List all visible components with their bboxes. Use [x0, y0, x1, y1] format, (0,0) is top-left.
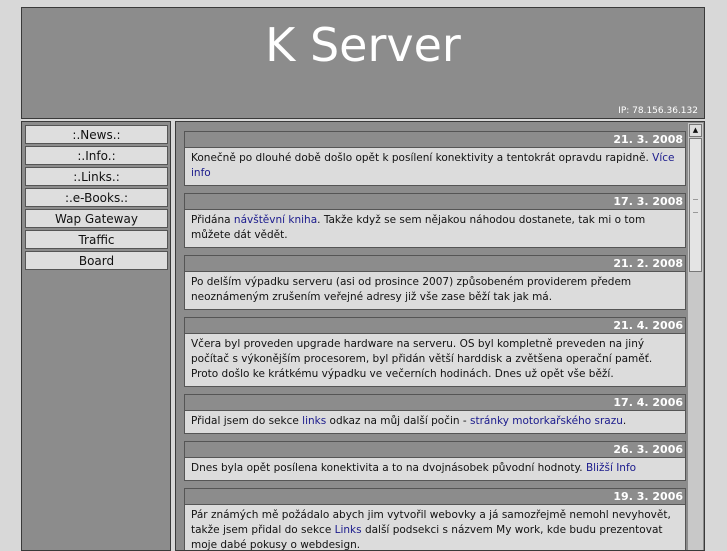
- news-text: .: [622, 415, 627, 427]
- news-link-links[interactable]: links: [302, 415, 327, 427]
- news-date: 17. 4. 2006: [184, 394, 686, 410]
- news-list: [184, 131, 686, 551]
- news-text: Včera byl proveden upgrade hardware na serveru. OS byl kompletně preveden na jiný počítač s výkonějším procesorem, byl přidán větší harddisk a zvětšena operační paměť. Proto došlo ke krátkému výpadku ve večerních hodinách. Dnes už opět vše běží.: [191, 338, 653, 380]
- news-item: [184, 488, 686, 551]
- nav-item-ebooks[interactable]: :.e-Books.:: [25, 188, 168, 207]
- site-header: [21, 7, 705, 119]
- news-body: [184, 410, 686, 434]
- news-item: [184, 131, 686, 186]
- news-text: . Takže když se sem nějakou náhodou dostanete, tak mi o tom můžete dát vědět.: [191, 214, 646, 241]
- news-link-guestbook[interactable]: návštěvní kniha: [233, 214, 318, 226]
- news-link-more-info[interactable]: Více info: [191, 152, 675, 179]
- news-date: 21. 3. 2008: [184, 131, 686, 147]
- news-text: Konečně po dlouhé době došlo opět k posílení konektivity a tentokrát opravdu rapidně.: [191, 152, 653, 164]
- news-text: Pár známých mě požádalo abych jim vytvořil webovky a já samozřejmě nemohl nevyhovět, takže jsem přidal do sekce: [191, 509, 671, 536]
- news-body: [184, 271, 686, 310]
- news-body: [184, 209, 686, 248]
- news-body: [184, 147, 686, 186]
- news-text: odkaz na můj další počin -: [326, 415, 471, 427]
- sidebar-nav: [21, 121, 171, 551]
- news-text: další podsekci s názvem My work, kde budu prezentovat moje dabé pokusy o webdesign.: [191, 524, 663, 551]
- nav-item-wap-gateway[interactable]: Wap Gateway: [25, 209, 168, 228]
- scroll-up-arrow-icon[interactable]: ▲: [689, 124, 702, 137]
- news-text: Dnes byla opět posílena konektivita a to na dvojnásobek původní hodnoty.: [191, 462, 586, 474]
- content-scrollbar[interactable]: [688, 123, 703, 551]
- ip-address-label: IP: 78.156.36.132: [618, 106, 698, 116]
- nav-item-news[interactable]: :.News.:: [25, 125, 168, 144]
- news-item: [184, 193, 686, 248]
- nav-item-traffic[interactable]: Traffic: [25, 230, 168, 249]
- news-item: [184, 394, 686, 434]
- news-link-moto-rally[interactable]: stránky motorkařského srazu: [470, 415, 623, 427]
- news-content-panel: [175, 121, 705, 551]
- news-date: 26. 3. 2006: [184, 441, 686, 457]
- news-link-details[interactable]: Bližší Info: [585, 462, 637, 474]
- news-link-links-section[interactable]: Links: [334, 524, 362, 536]
- news-date: 17. 3. 2008: [184, 193, 686, 209]
- news-text: Po delším výpadku serveru (asi od prosince 2007) způsobeném providerem předem neoznámeným zrušením veřejné adresy již vše zase běží tak jak má.: [191, 276, 632, 303]
- news-date: 21. 4. 2006: [184, 317, 686, 333]
- news-date: 19. 3. 2006: [184, 488, 686, 504]
- scrollbar-thumb[interactable]: [689, 138, 702, 272]
- news-item: [184, 255, 686, 310]
- nav-item-info[interactable]: :.Info.:: [25, 146, 168, 165]
- scrollbar-grip-icon: [693, 199, 698, 213]
- news-body: [184, 333, 686, 387]
- news-text: Přidal jsem do sekce: [191, 415, 303, 427]
- news-body: [184, 457, 686, 481]
- site-title: K Server: [265, 18, 461, 72]
- nav-item-links[interactable]: :.Links.:: [25, 167, 168, 186]
- news-item: [184, 317, 686, 387]
- news-body: [184, 504, 686, 551]
- nav-item-board[interactable]: Board: [25, 251, 168, 270]
- news-item: [184, 441, 686, 481]
- news-date: 21. 2. 2008: [184, 255, 686, 271]
- news-text: Přidána: [191, 214, 234, 226]
